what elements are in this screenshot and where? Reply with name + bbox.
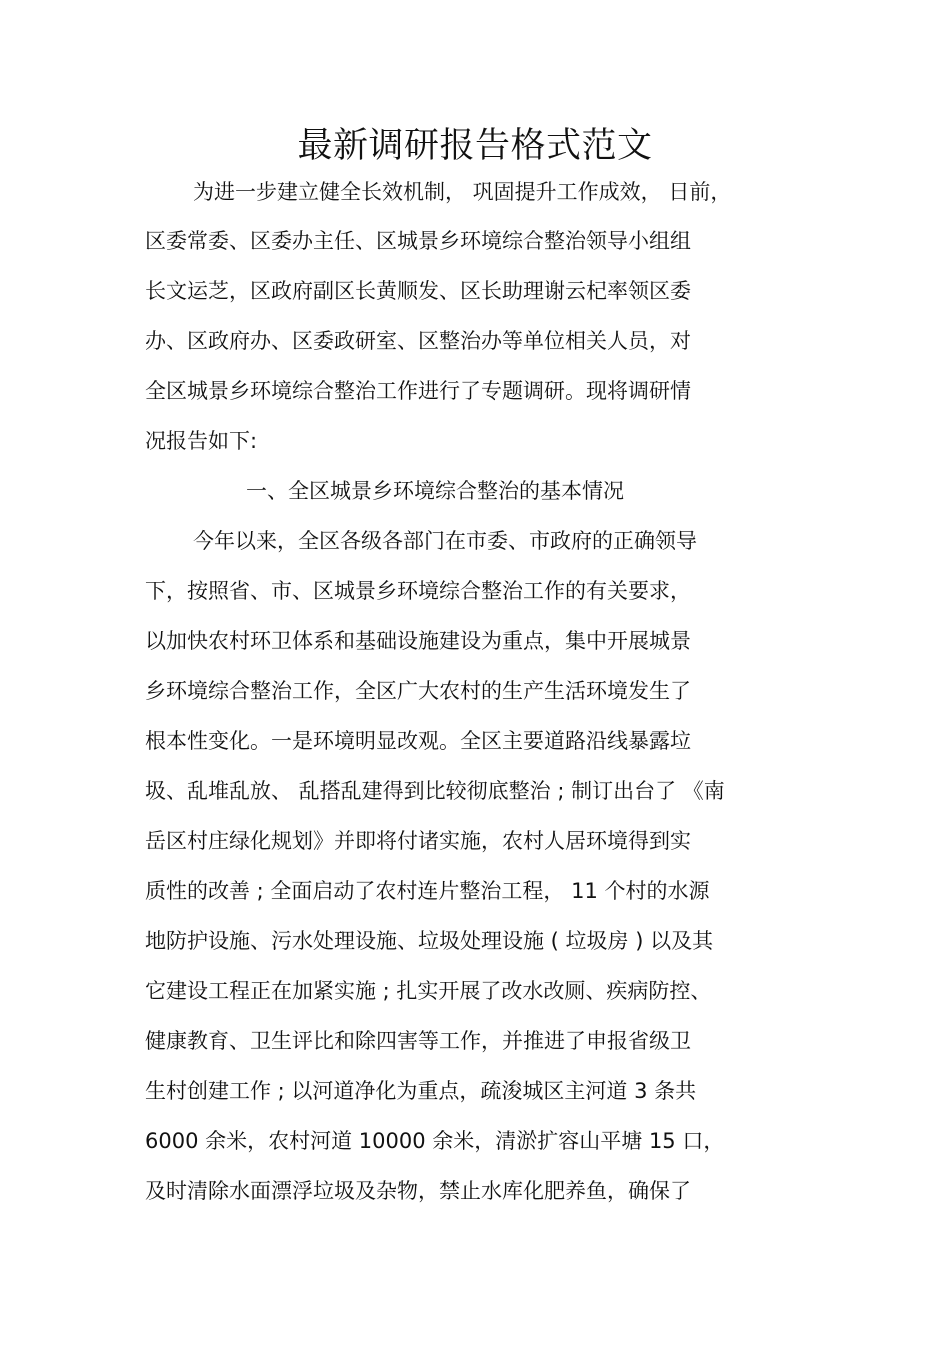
paragraph-line: 它建设工程正在加紧实施 ; 扎实开展了改水改厕、疾病防控、 [145,979,712,1003]
paragraph-line: 地防护设施、污水处理设施、垃圾处理设施 ( 垃圾房 ) 以及其 [145,929,714,953]
paragraph-line: 圾、乱堆乱放、 乱搭乱建得到比较彻底整治 ; 制订出台了 《南 [145,779,725,803]
paragraph-line: 况报告如下: [145,429,258,453]
paragraph-line: 以加快农村环卫体系和基础设施建设为重点，集中开展城景 [145,629,691,653]
paragraph-line: 质性的改善 ; 全面启动了农村连片整治工程， 11 个村的水源 [145,879,710,903]
paragraph-line: 区委常委、区委办主任、区城景乡环境综合整治领导小组组 [145,229,691,253]
paragraph-line: 下，按照省、市、区城景乡环境综合整治工作的有关要求， [145,579,691,603]
paragraph-line: 根本性变化。一是环境明显改观。全区主要道路沿线暴露垃 [145,729,691,753]
paragraph-line: 全区城景乡环境综合整治工作进行了专题调研。现将调研情 [145,379,691,403]
paragraph-line: 长文运芝，区政府副区长黄顺发、区长助理谢云杞率领区委 [145,279,691,303]
document-title: 最新调研报告格式范文 [297,126,653,166]
paragraph-line: 办、区政府办、区委政研室、区整治办等单位相关人员，对 [145,329,691,353]
paragraph-line: 今年以来，全区各级各部门在市委、市政府的正确领导 [193,529,697,553]
paragraph-line: 生村创建工作 ; 以河道净化为重点，疏浚城区主河道 3 条共 [145,1079,697,1103]
paragraph-line: 为进一步建立健全长效机制， 巩固提升工作成效， 日前， [193,180,732,204]
paragraph-line: 6000 余米，农村河道 10000 余米，清淤扩容山平塘 15 口， [145,1129,725,1153]
paragraph-line: 及时清除水面漂浮垃圾及杂物，禁止水库化肥养鱼，确保了 [145,1179,691,1203]
paragraph-line: 岳区村庄绿化规划》并即将付诸实施，农村人居环境得到实 [145,829,691,853]
paragraph-line: 健康教育、卫生评比和除四害等工作，并推进了申报省级卫 [145,1029,691,1053]
section-heading: 一、全区城景乡环境综合整治的基本情况 [246,479,624,503]
paragraph-line: 乡环境综合整治工作，全区广大农村的生产生活环境发生了 [145,679,691,703]
